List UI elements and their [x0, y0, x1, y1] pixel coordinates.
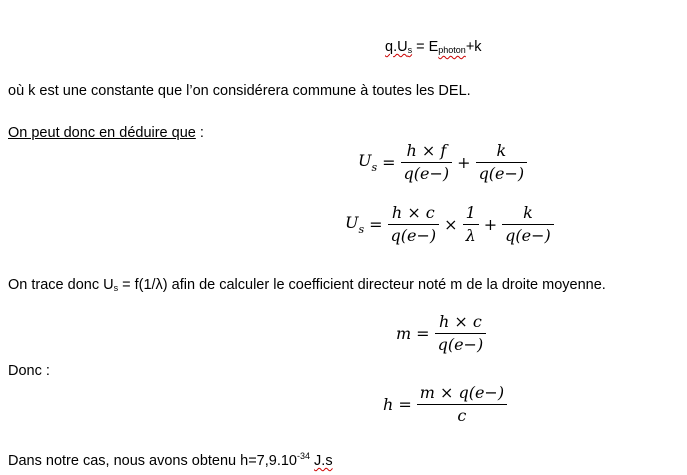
equation-us-wavelength — [345, 204, 556, 245]
trace-sub: s — [113, 283, 119, 293]
eq2-equals: = — [369, 215, 383, 234]
trace-pre: On trace donc U — [8, 277, 114, 293]
equation-energy — [385, 38, 482, 59]
eq3-equals: = — [416, 324, 430, 343]
eq3-lhs: m — [396, 324, 412, 343]
text-deduction — [8, 124, 204, 142]
text-constant-k: où k est une constante que l’on considérera commune à toutes les DEL. — [8, 83, 471, 99]
deduction-underlined: On peut donc en déduire que — [8, 125, 196, 141]
eq2-lhs: $U_s$ — [345, 213, 365, 236]
eq4-equals: = — [398, 395, 412, 414]
result-exponent: -34 — [297, 451, 311, 461]
eq3-fraction: $\frac{h \times c}{q(e-)}$ — [435, 313, 487, 354]
eq1-equals: = — [382, 153, 396, 172]
eq2-plus: + — [483, 215, 498, 234]
result-unit: J.s — [314, 453, 333, 469]
eq4-lhs: h — [383, 395, 394, 414]
eq2-fraction-2: $\frac{1}{\lambda}$ — [463, 204, 479, 245]
eq2-fraction-3: $\frac{k}{q(e-)}$ — [502, 204, 554, 245]
eq-top-eq: = E — [412, 39, 439, 55]
eq-top-lhs: $q.U_s$ — [385, 39, 413, 55]
text-trace — [8, 276, 606, 297]
equation-us-frequency — [358, 142, 529, 183]
eq-top-photon: photon — [438, 45, 466, 55]
deduction-colon: : — [195, 125, 204, 141]
text-donc: Donc : — [8, 363, 50, 379]
equation-slope — [396, 313, 488, 354]
text-result — [8, 447, 333, 470]
equation-planck — [383, 384, 509, 425]
trace-post: = f(1/λ) afin de calculer le coefficient directeur noté m de la droite moyenne. — [118, 277, 606, 293]
eq-top-rest: +k — [465, 39, 482, 55]
eq1-plus: + — [457, 153, 471, 172]
result-value: Dans notre cas, nous avons obtenu h=7,9.10 — [8, 453, 297, 469]
eq1-lhs: $U_s$ — [358, 151, 378, 174]
eq2-fraction-1: $\frac{h \times c}{q(e-)}$ — [388, 204, 440, 245]
eq4-fraction: $\frac{m \times q(e-)}{c}$ — [417, 384, 507, 425]
eq1-fraction-2: $\frac{k}{q(e-)}$ — [476, 142, 528, 183]
eq2-times: × — [444, 215, 458, 234]
eq1-fraction-1: $\frac{h \times f}{q(e-)}$ — [401, 142, 453, 183]
